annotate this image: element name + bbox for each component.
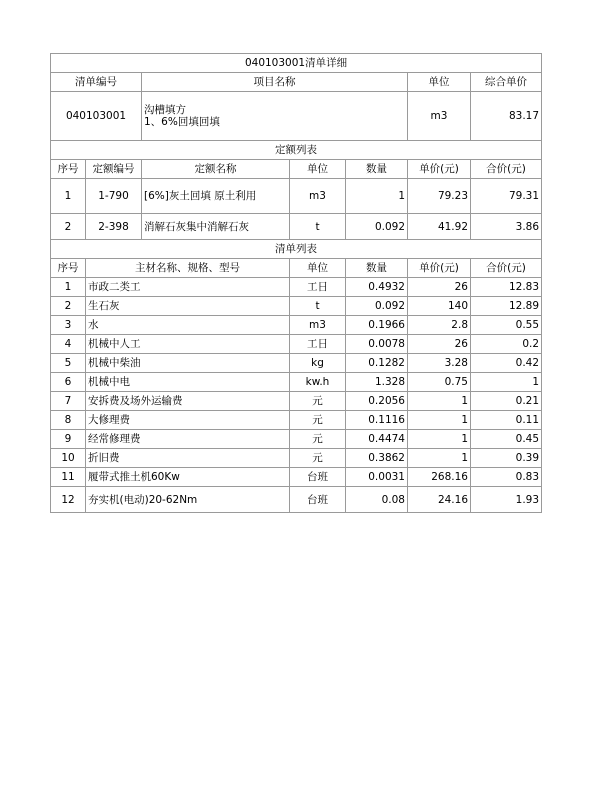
material-unit: 工日 [290, 335, 346, 354]
material-section-title: 清单列表 [51, 240, 542, 259]
material-name: 机械中电 [86, 373, 290, 392]
material-total: 0.21 [471, 392, 542, 411]
material-row [51, 297, 542, 316]
material-unit: t [290, 297, 346, 316]
material-unit: 台班 [290, 468, 346, 487]
material-no: 2 [51, 297, 86, 316]
material-no: 3 [51, 316, 86, 335]
quota-price: 79.23 [408, 179, 471, 214]
material-total: 0.55 [471, 316, 542, 335]
quota-no: 1 [51, 179, 86, 214]
quota-code: 1-790 [86, 179, 142, 214]
material-qty: 0.0078 [346, 335, 408, 354]
quota-header-code: 定额编号 [86, 160, 142, 179]
material-price: 1 [408, 411, 471, 430]
material-qty: 1.328 [346, 373, 408, 392]
material-price: 26 [408, 335, 471, 354]
material-unit: 元 [290, 430, 346, 449]
material-price: 2.8 [408, 316, 471, 335]
quota-no: 2 [51, 214, 86, 240]
material-qty: 0.1966 [346, 316, 408, 335]
material-total: 1.93 [471, 487, 542, 513]
material-qty: 0.1282 [346, 354, 408, 373]
material-unit: kg [290, 354, 346, 373]
material-name: 折旧费 [86, 449, 290, 468]
quota-price: 41.92 [408, 214, 471, 240]
material-row [51, 335, 542, 354]
material-total: 0.45 [471, 430, 542, 449]
material-unit: 工日 [290, 278, 346, 297]
material-no: 9 [51, 430, 86, 449]
material-total: 0.2 [471, 335, 542, 354]
material-unit: 元 [290, 392, 346, 411]
material-no: 1 [51, 278, 86, 297]
material-header-name: 主材名称、规格、型号 [86, 259, 290, 278]
item-unit: m3 [408, 92, 471, 141]
material-header-total: 合价(元) [471, 259, 542, 278]
quota-qty: 1 [346, 179, 408, 214]
material-row [51, 354, 542, 373]
material-qty: 0.0031 [346, 468, 408, 487]
material-name: 水 [86, 316, 290, 335]
material-price: 1 [408, 392, 471, 411]
item-name-line1: 沟槽填方 [144, 104, 186, 116]
item-price: 83.17 [471, 92, 542, 141]
header-unit: 单位 [408, 73, 471, 92]
material-unit: m3 [290, 316, 346, 335]
material-total: 0.11 [471, 411, 542, 430]
material-qty: 0.4474 [346, 430, 408, 449]
table-title: 040103001清单详细 [51, 54, 542, 73]
header-name: 项目名称 [142, 73, 408, 92]
material-row [51, 316, 542, 335]
quota-row [51, 214, 542, 240]
material-row [51, 487, 542, 513]
material-no: 11 [51, 468, 86, 487]
material-qty: 0.2056 [346, 392, 408, 411]
material-total: 12.83 [471, 278, 542, 297]
material-total: 0.83 [471, 468, 542, 487]
material-name: 夯实机(电动)20-62Nm [86, 487, 290, 513]
quota-header-no: 序号 [51, 160, 86, 179]
material-no: 6 [51, 373, 86, 392]
material-name: 机械中人工 [86, 335, 290, 354]
quota-name: [6%]灰土回填 原土利用 [142, 179, 290, 214]
material-name: 市政二类工 [86, 278, 290, 297]
material-name: 履带式推土机60Kw [86, 468, 290, 487]
quota-section-title: 定额列表 [51, 141, 542, 160]
material-no: 10 [51, 449, 86, 468]
material-name: 大修理费 [86, 411, 290, 430]
material-row [51, 373, 542, 392]
material-price: 0.75 [408, 373, 471, 392]
quota-code: 2-398 [86, 214, 142, 240]
material-price: 3.28 [408, 354, 471, 373]
material-row [51, 449, 542, 468]
material-unit: kw.h [290, 373, 346, 392]
material-no: 4 [51, 335, 86, 354]
material-row [51, 411, 542, 430]
material-price: 24.16 [408, 487, 471, 513]
quota-row [51, 179, 542, 214]
material-price: 26 [408, 278, 471, 297]
material-price: 1 [408, 449, 471, 468]
quota-header-name: 定额名称 [142, 160, 290, 179]
header-price: 综合单价 [471, 73, 542, 92]
material-qty: 0.4932 [346, 278, 408, 297]
item-name-line2: 1、6%回填回填 [144, 116, 220, 128]
quota-total: 3.86 [471, 214, 542, 240]
detail-table [50, 53, 542, 513]
material-qty: 0.08 [346, 487, 408, 513]
material-row [51, 278, 542, 297]
item-name [142, 92, 408, 141]
material-header-price: 单价(元) [408, 259, 471, 278]
material-qty: 0.1116 [346, 411, 408, 430]
material-name: 经常修理费 [86, 430, 290, 449]
material-unit: 台班 [290, 487, 346, 513]
material-total: 12.89 [471, 297, 542, 316]
quota-header-total: 合价(元) [471, 160, 542, 179]
quota-unit: m3 [290, 179, 346, 214]
material-name: 机械中柴油 [86, 354, 290, 373]
material-unit: 元 [290, 449, 346, 468]
material-qty: 0.3862 [346, 449, 408, 468]
material-row [51, 430, 542, 449]
material-no: 7 [51, 392, 86, 411]
material-header-no: 序号 [51, 259, 86, 278]
material-price: 1 [408, 430, 471, 449]
material-total: 1 [471, 373, 542, 392]
quota-total: 79.31 [471, 179, 542, 214]
material-row [51, 468, 542, 487]
material-total: 0.42 [471, 354, 542, 373]
quota-unit: t [290, 214, 346, 240]
material-total: 0.39 [471, 449, 542, 468]
material-no: 8 [51, 411, 86, 430]
material-unit: 元 [290, 411, 346, 430]
material-no: 12 [51, 487, 86, 513]
item-code: 040103001 [51, 92, 142, 141]
quota-name: 消解石灰集中消解石灰 [142, 214, 290, 240]
material-header-unit: 单位 [290, 259, 346, 278]
material-name: 安拆费及场外运输费 [86, 392, 290, 411]
material-header-qty: 数量 [346, 259, 408, 278]
header-code: 清单编号 [51, 73, 142, 92]
material-row [51, 392, 542, 411]
material-price: 140 [408, 297, 471, 316]
material-no: 5 [51, 354, 86, 373]
material-name: 生石灰 [86, 297, 290, 316]
quota-header-price: 单价(元) [408, 160, 471, 179]
material-price: 268.16 [408, 468, 471, 487]
material-qty: 0.092 [346, 297, 408, 316]
quota-header-qty: 数量 [346, 160, 408, 179]
quota-qty: 0.092 [346, 214, 408, 240]
quota-header-unit: 单位 [290, 160, 346, 179]
